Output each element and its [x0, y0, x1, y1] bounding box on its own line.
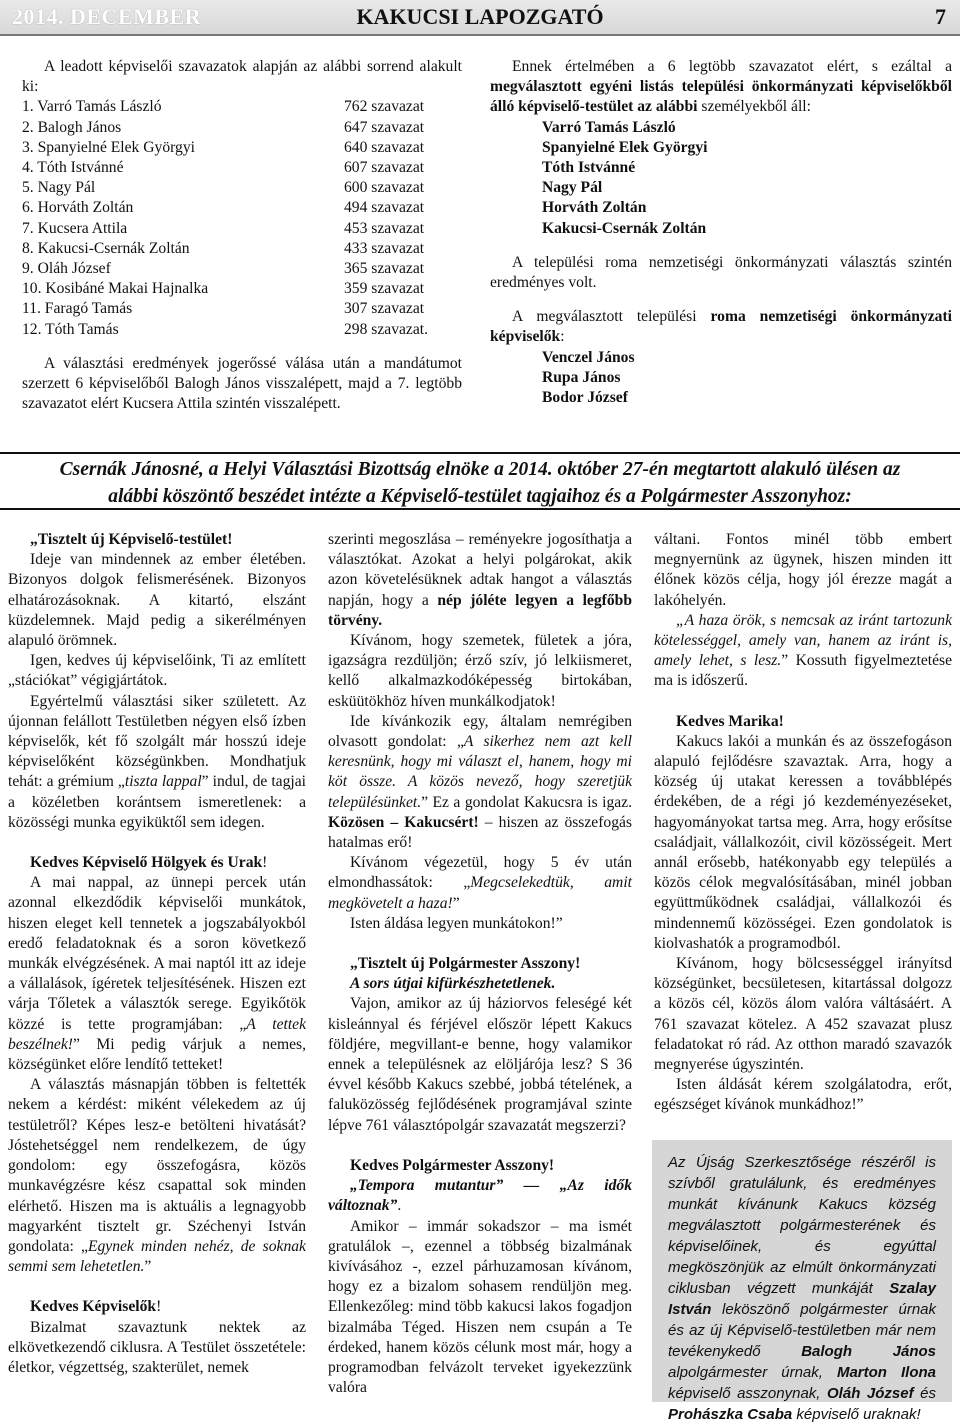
text-run: A választás másnapján többen is feltették nekem a kérdést: miként vélekedem az új testületről? Képes lesz-e betölteni hivatását? Jóstehetséggel nem rendelkezem, de úgy gondolom: egy összefogásra, közös munkavégzésre kész csapattal sok minden elérhető. Hiszen ma is aktuális a legnagyobb magyarként tisztelt gr. Széchenyi István gondolata: „	[8, 1076, 306, 1255]
candidate-name: 4. Tóth Istvánné	[22, 159, 124, 177]
box-text: és	[913, 1385, 936, 1402]
vote-count: 600 szavazat	[344, 179, 425, 197]
candidate-name: 6. Horváth Zoltán	[22, 199, 134, 217]
page-header	[0, 0, 960, 36]
text-run: !	[262, 854, 268, 872]
publication-title: KAKUCSI LAPOZGATÓ	[356, 4, 604, 29]
italic-run: Egynek minden nehéz, de soknak semmi sem lehetetlen.	[8, 1237, 306, 1276]
greeting-testulet: „Tisztelt új Képviselő-testület!	[30, 531, 233, 548]
board-intro-bold: megválasztott egyéni listás települési önkormányzati képviselőkből álló képviselő-testület az alábbi	[490, 78, 952, 116]
speech-column-3	[654, 530, 952, 1116]
box-name: Szalay István	[668, 1280, 936, 1318]
speech-paragraph: Ideje van mindennek az ember életében. Bizonyos dolgok felismerésének. Bizonyos elhatározásoknak. A kitartó, elszánt küzdelemnek. Majd pedig a sikerélményen alapuló örömnek.	[8, 551, 306, 650]
issue-date: 2014. DECEMBER	[12, 4, 202, 29]
box-text: alpolgármester úrnak,	[668, 1364, 837, 1381]
roma-intro-bold: roma nemzetiségi önkormányzati képviselők	[490, 308, 952, 346]
vote-row	[22, 198, 462, 218]
speech-paragraph	[8, 873, 306, 1075]
member-name: Horváth Zoltán	[542, 199, 647, 217]
candidate-name: 8. Kakucsi-Csernák Zoltán	[22, 239, 190, 257]
vote-row	[22, 219, 462, 239]
heading-run: Kedves Képviselő Hölgyek és Urak	[30, 854, 263, 872]
vote-row	[22, 259, 462, 279]
bold-run: nép jóléte legyen a legfőbb törvény.	[328, 591, 632, 629]
speech-paragraph	[328, 530, 632, 631]
page-number: 7	[935, 4, 946, 29]
member-name: Nagy Pál	[542, 179, 603, 197]
results-column	[22, 57, 462, 414]
latin-quote	[328, 1176, 632, 1216]
member-name: Varró Tamás László	[542, 118, 676, 136]
speech-paragraph: Kívánom, hogy szemetek, fületek a jóra, igazságra rezdüljön; érző szív, jó lelkiismeret, kellő alkalmazkodóképesség birtokában, esküütökhöz híven munkálkodjatok!	[328, 632, 632, 710]
text-run: ” Kossuth figyelmeztetése ma is időszerű.	[654, 652, 952, 690]
member-name: Venczel János	[542, 348, 635, 366]
speech-paragraph: Amikor – immár sokadszor – ma ismét gratulálok –, ezennel a többség bizalmának kivívásához -, ezzel párhuzamosan kívánom, hogy ez a bizalom sohasem rendüljön meg. Ellenkezőleg: mind több kakucsi lakos fogadjon bizalmába Téged. Hiszen nem csupán a Te érdeked, hanem közös célunk most már, hogy a programodban felvázolt terveket igyekezzünk valóra	[328, 1217, 632, 1397]
vote-count: 762 szavazat	[344, 98, 425, 116]
board-column	[490, 57, 952, 408]
text-run: !	[156, 1298, 162, 1316]
speech-paragraph: Isten áldása legyen munkátokon!”	[350, 914, 563, 932]
results-note: A választási eredmények jogerőssé válása után a mandátumot szerzett 6 képviselőből Balogh János visszalépett, majd a 7. legtöbb szavazatot elért Kucsera Attila szintén visszalépett.	[22, 354, 462, 413]
vote-row	[22, 299, 462, 319]
greeting-polgarmester: „Tisztelt új Polgármester Asszony!	[350, 955, 581, 973]
vote-count: 453 szavazat	[344, 219, 425, 237]
board-intro	[490, 57, 952, 118]
vote-count: 433 szavazat	[344, 239, 425, 257]
roma-intro	[490, 307, 952, 347]
text-run: ” Ez a gondolat Kakucsra is igaz.	[421, 793, 632, 811]
roma-member-list	[490, 348, 952, 409]
text-run: ” Mi pedig várjuk a nemes, községünket előre lendítő tetteket!	[8, 1035, 306, 1074]
box-text: képviselő uraknak!	[792, 1406, 921, 1423]
member-name: Bodor József	[542, 389, 628, 407]
candidate-name: 2. Balogh János	[22, 118, 122, 136]
vote-count: 647 szavazat	[344, 118, 425, 136]
member-name: Tóth Istvánné	[542, 159, 636, 177]
text-run: ” indul, de tagjai a közéletben korántsem ismeretlenek: a közösségi munka egyiküktől sem idegen.	[8, 773, 306, 831]
speech-paragraph	[328, 712, 632, 853]
box-text: Az Újság Szerkesztősége részéről is szívből gratulálunk, és eredményes munkát kívánunk Kakucs község megválasztott polgármesterének és képviselőinek, és egyúttal megköszönjük az elmúlt önkormányzati ciklusban végzett munkáját	[668, 1154, 936, 1297]
heading-run: Kedves Képviselők	[30, 1298, 157, 1316]
greeting-kepviselok	[8, 1297, 306, 1317]
box-name: Marton Ilona	[836, 1364, 936, 1381]
text-run: Ide kívánkozik egy, általam nemrégiben olvasott gondolat: „	[328, 712, 632, 751]
banner-line-1: Csernák Jánosné, a Helyi Választási Bizottság elnöke a 2014. október 27-én megtartott alakuló ülésen az	[59, 459, 901, 480]
board-member-list	[490, 118, 952, 239]
text-run: szerinti megoszlása – reményekre jogosíthatja a választókat. Azokat a helyi polgárokat, akik azon követelésüknek adtak hangot a választás napján, hogy a	[328, 531, 632, 609]
candidate-name: 9. Oláh József	[22, 260, 111, 278]
candidate-name: 5. Nagy Pál	[22, 179, 96, 197]
vote-row	[22, 118, 462, 138]
text-run: Egyértelmű választási siker született. Az újonnan felállott Testületben négyen első ízben képviselők, két fő szolgált már hosszú ideje képviselőként községünkben. Mondhatjuk tehát: a grémium „	[8, 692, 306, 791]
box-text: képviselő asszonynak,	[668, 1385, 828, 1402]
vote-count: 298 szavazat.	[344, 320, 428, 338]
speech-paragraph	[8, 1075, 306, 1277]
text-run: Kívánom végezetül, hogy 5 év után elmondhassátok: „	[328, 854, 632, 892]
vote-row	[22, 97, 462, 117]
board-intro-end: személyekből áll:	[697, 98, 811, 116]
board-intro-text: Ennek értelmében a 6 legtöbb szavazatot elért, s ezáltal a	[512, 58, 952, 75]
roma-intro-end: :	[560, 328, 565, 346]
candidate-name: 1. Varró Tamás László	[22, 98, 162, 116]
speech-column-2	[328, 530, 632, 1398]
editorial-congratulation-box	[652, 1140, 952, 1423]
speech-paragraph: váltani. Fontos minél több embert megnyernünk az ügynek, hiszen minden itt élőnek közös célja, hogy jól érezze magát a lakóhelyén.	[654, 531, 952, 609]
vote-count: 607 szavazat	[344, 159, 425, 177]
roma-result: A települési roma nemzetiségi önkormányzati választás szintén eredményes volt.	[490, 253, 952, 292]
text-run: A mai nappal, az ünnepi percek után azonnal elkezdődik képviselői munkátok, hiszen eleget kell tennetek a jogszabályokból eredő feladatoknak és a soron következő munkák elvégzésének. A mai naptól itt az ideje a vállalások, ígéretek teljesítésének. Hiszen ezt várja Tőletek a választók serege. Egyikőtök közzé is tette programjában: „	[8, 874, 306, 1033]
candidate-name: 3. Spanyielné Elek Györgyi	[22, 138, 195, 156]
kossuth-quote	[654, 611, 952, 692]
vote-count: 494 szavazat	[344, 199, 425, 217]
speech-paragraph: Kakucs lakói a munkán és az összefogáson alapuló fejlődésre szavaztak. Arra, hogy a község új utakat keressen a továbblépés érdekében, de a régi jó kezdeményezéseket, hagyományokat tartsa meg. Arra, hogy erősítse családjait, vállalkozóit, civil közösségeit. Mert annál erősebb, hatékonyabb egy település a közös célok megvalósításában, minél jobban együttműködnek családjai, vállalkozói és mindennemű közösségei. Ezen gondolatok is kiolvashatók a programodból.	[654, 732, 952, 952]
vote-count: 359 szavazat	[344, 280, 425, 298]
box-name: Balogh János	[801, 1343, 936, 1360]
speech-paragraph: Bizalmat szavaztunk nektek az elkövetkezendő ciklusra. A Testület összetétele: életkor, végzettség, szakterület, nemek	[8, 1318, 306, 1376]
italic-run: tiszta lappal	[124, 773, 202, 791]
bold-italic-run: „Tempora mutantur” — „Az idők változnak”	[328, 1177, 632, 1215]
vote-row	[22, 138, 462, 158]
speech-paragraph: Isten áldását kérem szolgálatodra, erőt, egészséget kívánok munkádhoz!”	[654, 1076, 952, 1114]
vote-count: 365 szavazat	[344, 260, 425, 278]
roma-intro-text: A megválasztott települési	[512, 308, 711, 326]
vote-row	[22, 279, 462, 299]
candidate-name: 12. Tóth Tamás	[22, 320, 119, 338]
box-text: leköszönő polgármester úrnak és az új Képviselő-testületben már nem tevékenykedő	[668, 1301, 936, 1360]
candidate-name: 10. Kosibáné Makai Hajnalka	[22, 280, 209, 298]
vote-row	[22, 158, 462, 178]
vote-row	[22, 178, 462, 198]
speech-paragraph: Kívánom, hogy bölcsességgel irányítsd községünket, becsületesen, kitartással dolgozz a közös cél, közös álom valóra váltásáért. A 761 szavazat kötelez. A 452 szavazat plusz feladatokat ró rád. Az otthon maradó szavazók megnyerése úgyszintén.	[654, 955, 952, 1074]
speech-banner	[0, 452, 960, 510]
candidate-name: 7. Kucsera Attila	[22, 219, 128, 237]
greeting-subline: A sors útjai kifürkészhetetlenek.	[350, 975, 556, 993]
results-intro: A leadott képviselői szavazatok alapján az alábbi sorrend alakult ki:	[22, 58, 462, 96]
greeting-hölgyek-urak	[8, 853, 306, 873]
vote-list	[22, 97, 462, 339]
member-name: Spanyielné Elek Györgyi	[542, 138, 708, 156]
member-name: Rupa János	[542, 368, 621, 386]
candidate-name: 11. Faragó Tamás	[22, 300, 133, 318]
italic-run: A tettek beszélnek!	[8, 1015, 306, 1053]
vote-row	[22, 239, 462, 259]
italic-run: Megcselekedtük, amit megkövetelt a haza!	[328, 874, 632, 912]
text-run: .	[397, 1197, 402, 1215]
greeting-marika: Kedves Marika!	[676, 712, 784, 730]
text-run: – hiszen az összefogás hatalmas erő!	[328, 813, 632, 852]
speech-paragraph	[328, 853, 632, 914]
vote-row	[22, 320, 462, 340]
text-run: ”	[144, 1258, 152, 1276]
member-name: Kakucsi-Csernák Zoltán	[542, 219, 707, 237]
speech-paragraph: Igen, kedves új képviselőink, Ti az említett „stációkat” végigjártátok.	[8, 652, 306, 690]
box-name: Prohászka Csaba	[668, 1406, 793, 1423]
italic-run: „A haza örök, s nemcsak az iránt tartozunk kötelességgel, amely van, hanem az iránt is, amely lehet, s lesz.	[654, 611, 952, 670]
speech-paragraph: Vajon, amikor az új háziorvos feleségé két kisleánnyal és férjével először lépett Kakucs földjére, megvillant-e benne, hogy valamikor ennek a településnek az elöljárója lesz? S 36 évvel később Kakucs szebbé, jobbá tételének, a faluközösség fejlődésének programjával szinte lépve 761 választópolgár szavazatát megszerzi?	[328, 995, 632, 1134]
box-name: Oláh József	[827, 1385, 914, 1402]
vote-count: 307 szavazat	[344, 300, 425, 318]
text-run: ”	[452, 894, 460, 912]
banner-line-2: alábbi köszöntő beszédet intézte a Képviselő-testület tagjaihoz és a Polgármester Asszonyhoz:	[108, 486, 852, 507]
greeting-kedves-polgarmester: Kedves Polgármester Asszony!	[350, 1156, 555, 1174]
italic-run: A sikerhez nem azt kell keresnünk, hogy mi választ el, hanem, hogy mi köt össze. A közös nevező, hogy szeretjük településünket.	[328, 733, 632, 811]
speech-paragraph	[8, 692, 306, 833]
speech-column-1	[8, 530, 306, 1378]
vote-count: 640 szavazat	[344, 138, 425, 156]
bold-run: Közösen – Kakucsért!	[328, 813, 479, 831]
